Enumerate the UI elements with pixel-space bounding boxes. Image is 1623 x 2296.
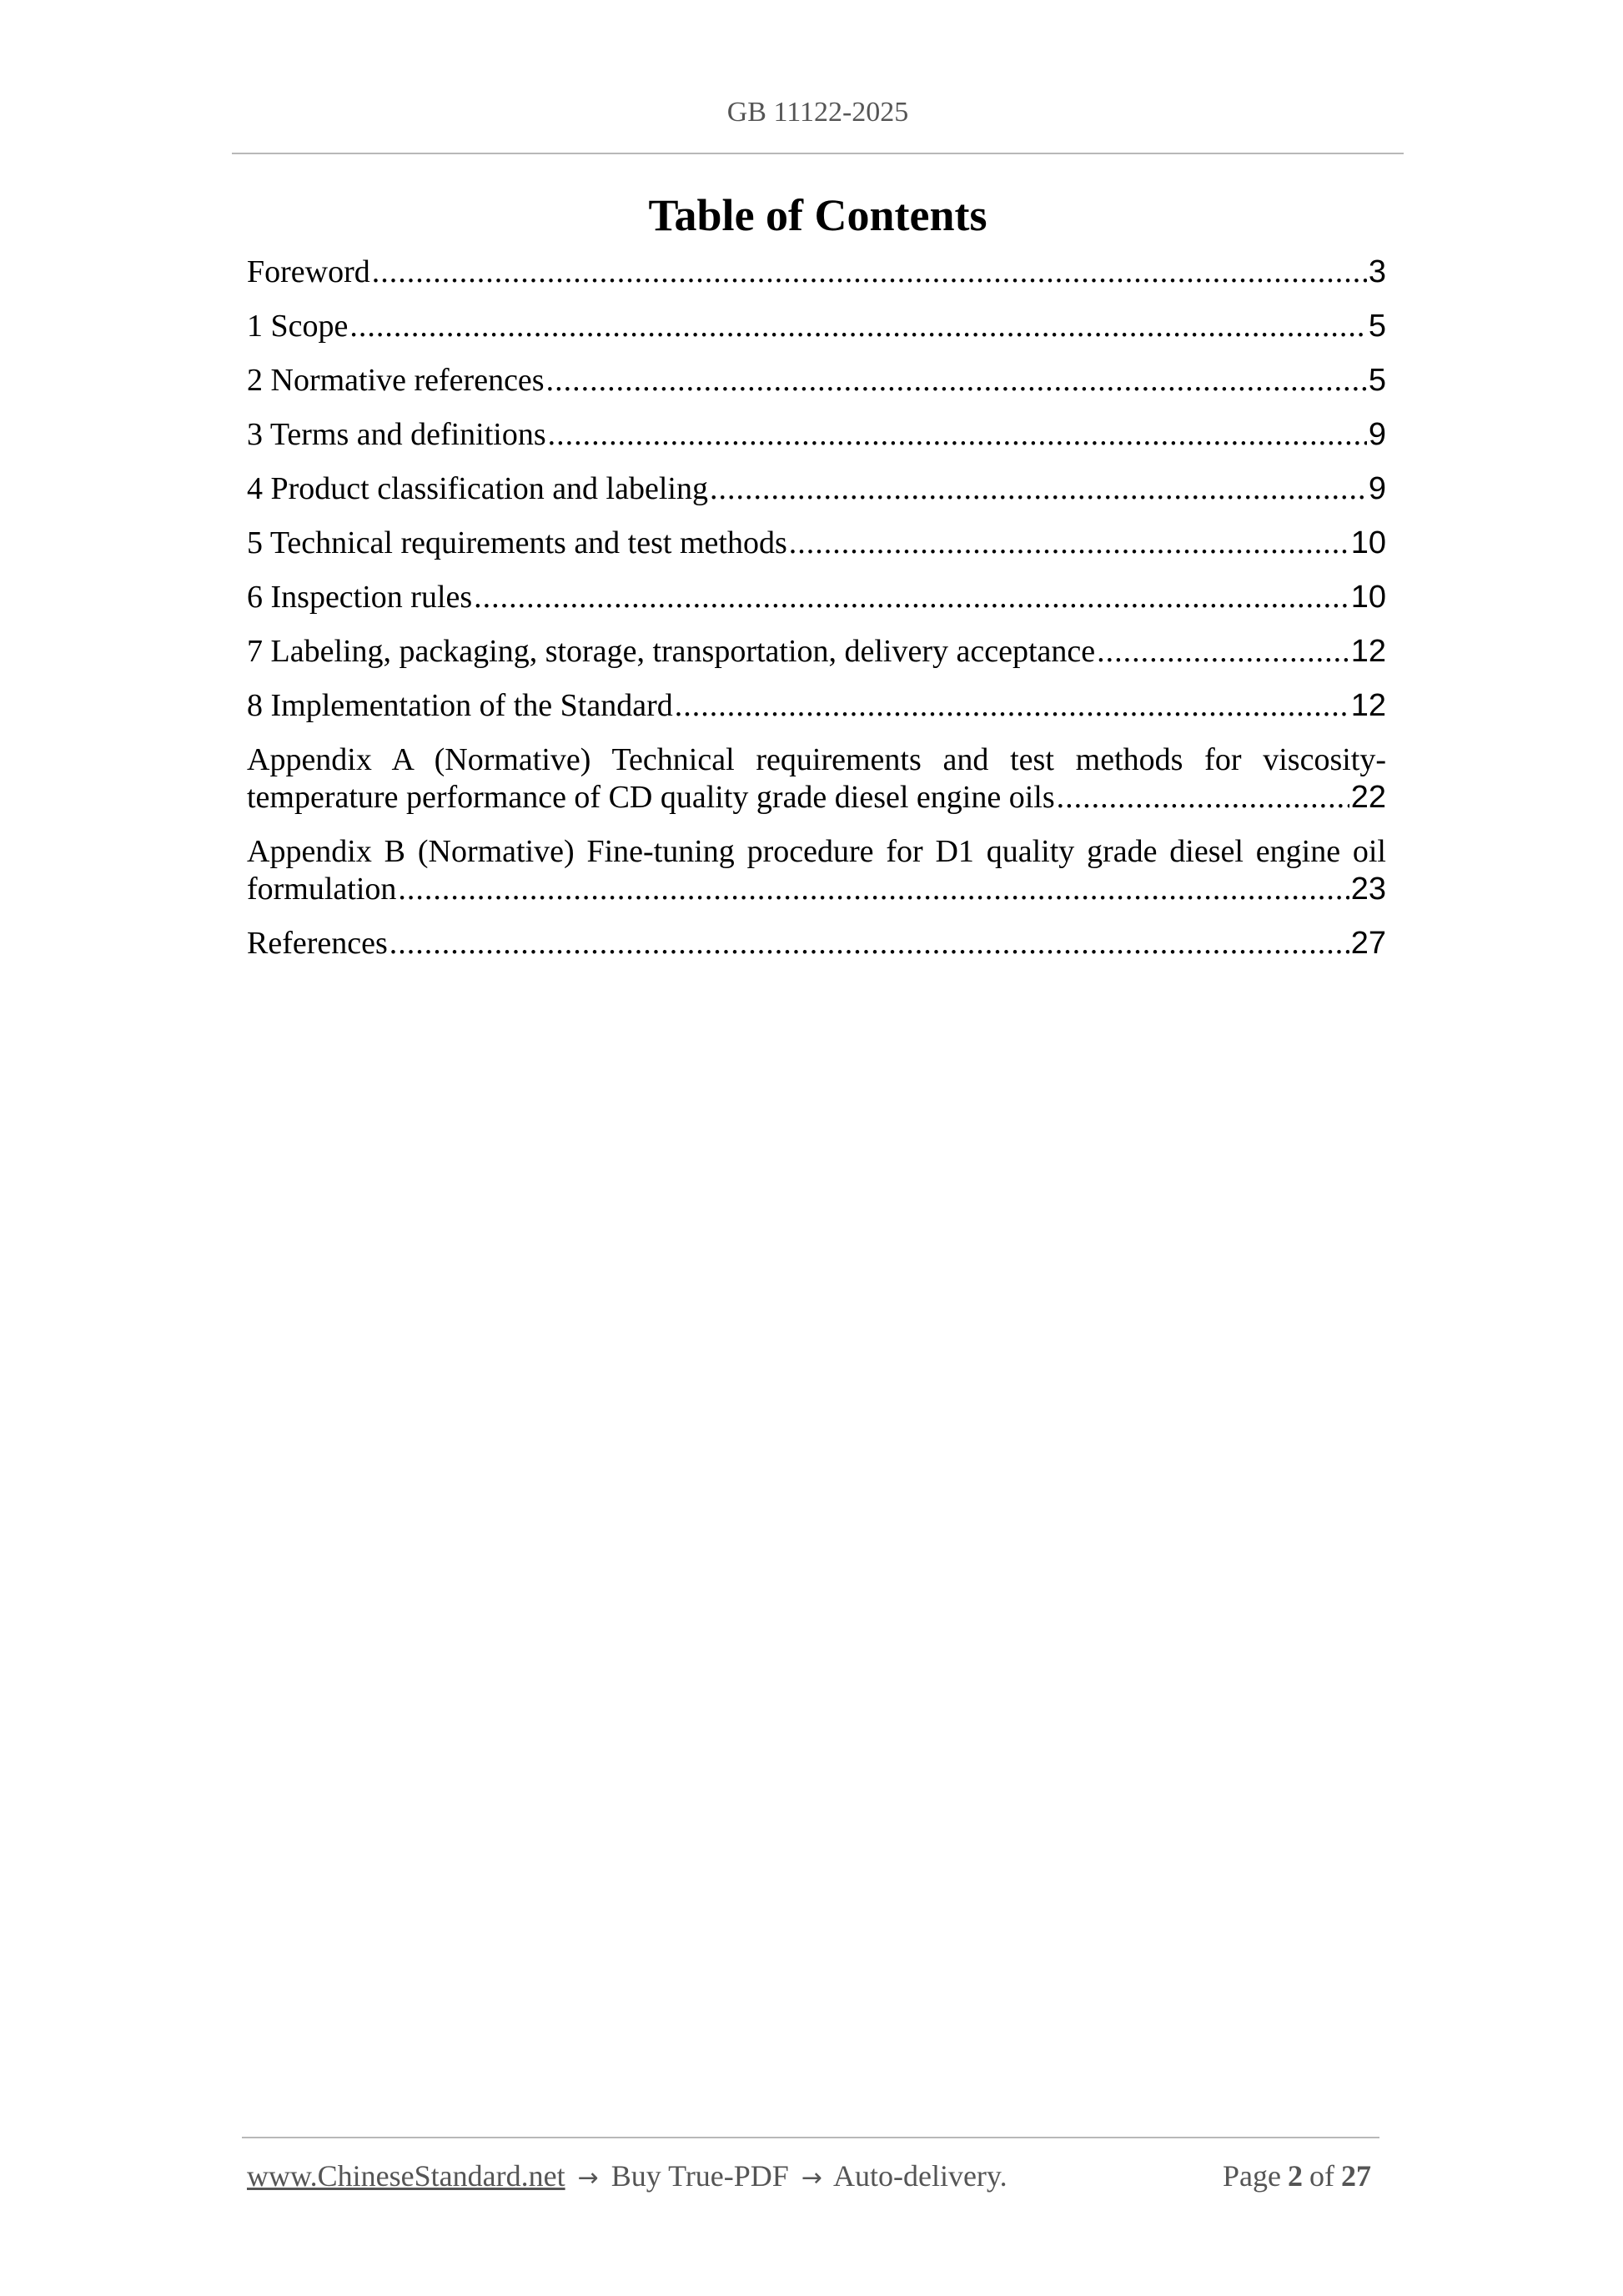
toc-entry-inspection-rules[interactable] (247, 577, 1386, 617)
toc-entry-label: 5 Technical requirements and test methods (247, 525, 787, 560)
toc-entry-page: 3 (1368, 254, 1386, 289)
toc-dot-leader (389, 923, 1349, 963)
toc-dot-leader (1097, 631, 1349, 671)
toc-dot-leader (710, 469, 1367, 509)
toc-entry-appendix-a[interactable] (247, 740, 1386, 817)
toc-dot-leader (675, 686, 1349, 726)
right-arrow-icon: → (577, 2163, 599, 2193)
page-of-word: of (1309, 2159, 1334, 2193)
toc-title: Table of Contents (648, 190, 987, 240)
toc-entry-label: 6 Inspection rules (247, 580, 473, 615)
toc-entry-label: 2 Normative references (247, 363, 545, 398)
toc-dot-leader (548, 414, 1367, 455)
toc-entry-label: 4 Product classification and labeling (247, 471, 708, 506)
toc-dot-leader (349, 306, 1366, 346)
toc-entry-normative-references[interactable] (247, 360, 1386, 400)
toc-dot-leader (1057, 777, 1349, 817)
toc-entry-label: 8 Implementation of the Standard (247, 688, 673, 723)
toc-entry-label-line1: Appendix A (Normative) Technical requirements and test methods for viscosity- (247, 742, 1386, 777)
page-footer (247, 2158, 1378, 2193)
page-number (1223, 2158, 1378, 2193)
toc-dot-leader (398, 869, 1349, 909)
toc-entry-appendix-b[interactable] (247, 831, 1386, 909)
toc-entry-page: 5 (1368, 309, 1386, 344)
page-total: 27 (1341, 2159, 1371, 2193)
toc-dot-leader (789, 523, 1349, 563)
toc-entry-page: 5 (1368, 363, 1386, 398)
toc-entry-foreword[interactable] (247, 252, 1386, 292)
toc-entry-page: 12 (1350, 634, 1386, 669)
toc-entry-label: 7 Labeling, packaging, storage, transportation, delivery acceptance (247, 634, 1096, 669)
toc-entry-terms-and-definitions[interactable] (247, 414, 1386, 455)
website-link[interactable]: www.ChineseStandard.net (247, 2159, 565, 2193)
toc-entry-scope[interactable] (247, 306, 1386, 346)
right-arrow-icon: → (801, 2163, 822, 2193)
header-divider (232, 153, 1404, 154)
footer-promo (247, 2158, 1007, 2193)
toc-entry-product-classification[interactable] (247, 469, 1386, 509)
page-word: Page (1223, 2159, 1281, 2193)
toc-entry-page: 10 (1350, 525, 1386, 560)
toc-entry-label-line2: formulation (247, 872, 397, 907)
toc-entry-label: References (247, 926, 388, 961)
toc-entry-page: 10 (1350, 580, 1386, 615)
page-current: 2 (1288, 2159, 1303, 2193)
toc-dot-leader (372, 252, 1367, 292)
toc-entry-label: 3 Terms and definitions (247, 417, 546, 452)
toc-entry-label-line2: temperature performance of CD quality grade diesel engine oils (247, 780, 1055, 815)
footer-divider (242, 2137, 1379, 2138)
toc-entry-technical-requirements[interactable] (247, 523, 1386, 563)
toc-entry-line2 (247, 869, 1386, 909)
table-of-contents (247, 252, 1386, 977)
toc-entry-page: 23 (1350, 872, 1386, 907)
toc-entry-page: 9 (1368, 471, 1386, 506)
toc-entry-page: 12 (1350, 688, 1386, 723)
toc-entry-label: Foreword (247, 254, 370, 289)
toc-entry-line2 (247, 777, 1386, 817)
toc-entry-references[interactable] (247, 923, 1386, 963)
auto-delivery-text: Auto-delivery. (832, 2159, 1007, 2193)
toc-entry-label-line1: Appendix B (Normative) Fine-tuning procedure for D1 quality grade diesel engine oil (247, 834, 1386, 869)
toc-entry-page: 9 (1368, 417, 1386, 452)
toc-entry-label: 1 Scope (247, 309, 349, 344)
toc-entry-labeling-packaging[interactable] (247, 631, 1386, 671)
toc-dot-leader (546, 360, 1367, 400)
buy-true-pdf-text: Buy True-PDF (611, 2159, 789, 2193)
toc-dot-leader (474, 577, 1349, 617)
page-header: GB 11122-2025 (726, 97, 909, 128)
toc-entry-implementation[interactable] (247, 686, 1386, 726)
toc-entry-page: 22 (1350, 780, 1386, 815)
toc-entry-page: 27 (1350, 926, 1386, 961)
